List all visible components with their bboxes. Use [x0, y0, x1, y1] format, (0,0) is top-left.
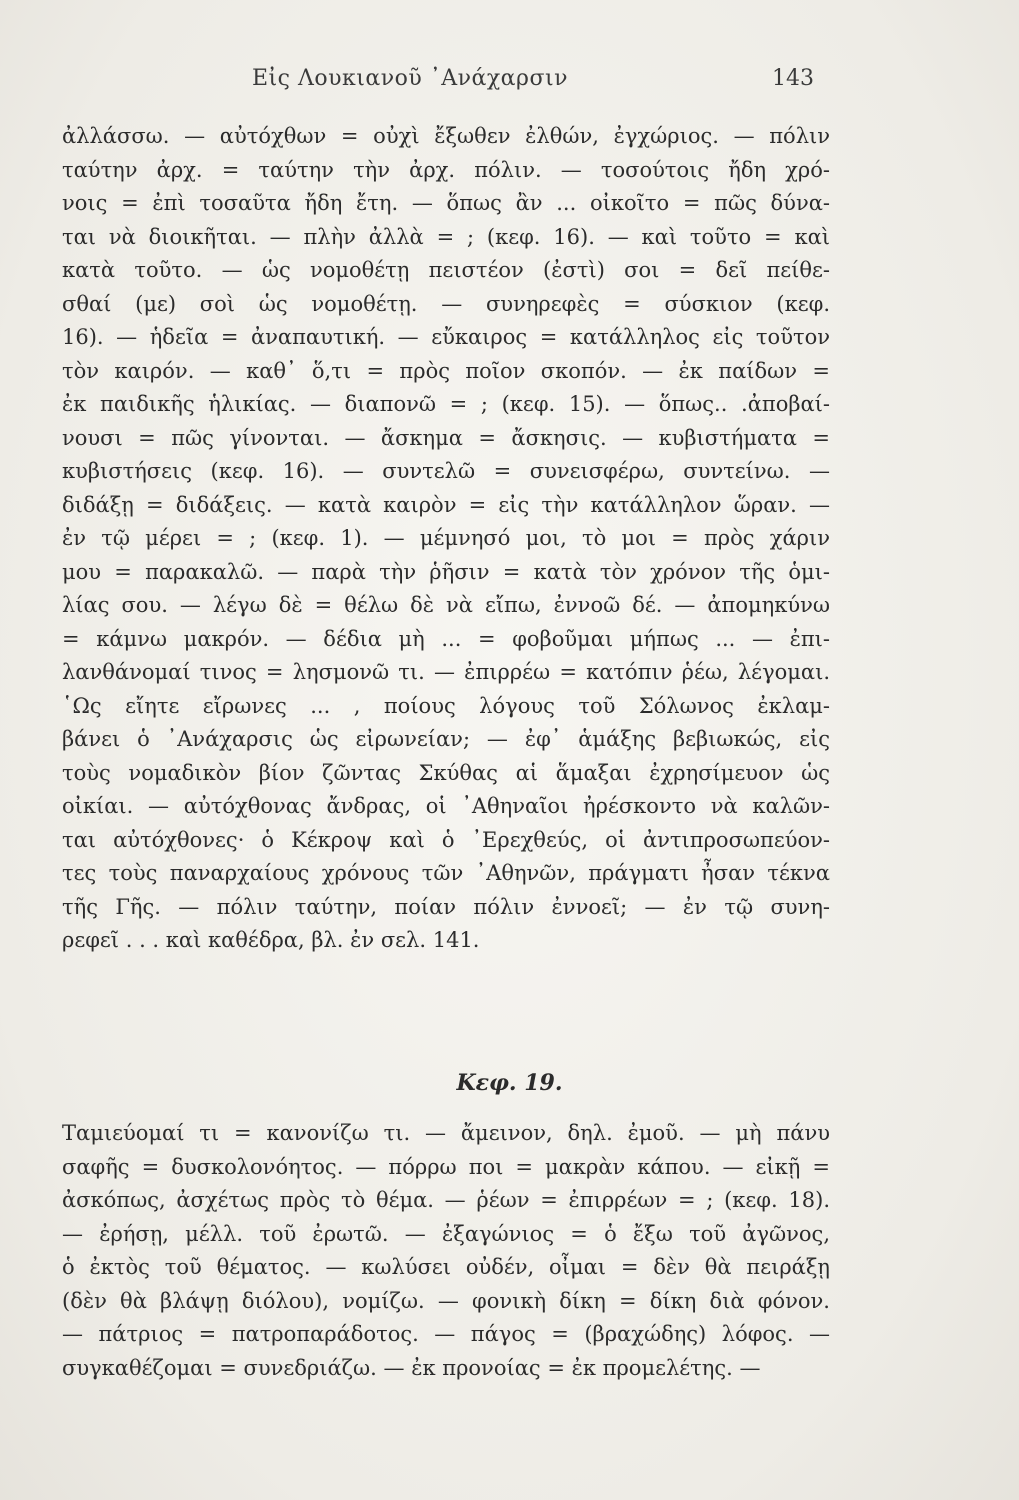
commentary-block-ch19 — [62, 1117, 830, 1385]
text-line: ἐκ παιδικῆς ἡλικίας. — διαπονῶ = ; (κεφ. 15). — ὅπως.. .ἀποβαί- — [62, 392, 830, 416]
commentary-block-ch18 — [62, 120, 830, 958]
text-line: τες τοὺς παναρχαίους χρόνους τῶν ᾿Αθηνῶν, πράγματι ἦσαν τέκνα — [62, 861, 830, 885]
text-line: τοὺς νομαδικὸν βίον ζῶντας Σκύθας αἱ ἅμαξαι ἐχρησίμευον ὡς — [62, 760, 830, 785]
text-line: μου = παρακαλῶ. — παρὰ τὴν ῥῆσιν = κατὰ τὸν χρόνον τῆς ὁμι- — [62, 559, 830, 584]
text-line: κυβιστήσεις (κεφ. 16). — συντελῶ = συνεισφέρω, συντείνω. — — [62, 459, 830, 483]
text-line: ται νὰ διοικῆται. — πλὴν ἀλλὰ = ; (κεφ. 16). — καὶ τοῦτο = καὶ — [62, 224, 830, 249]
text-line: ῾Ως εἴητε εἴρωνες ... , ποίους λόγους τοῦ Σόλωνος ἐκλαμ- — [62, 693, 830, 718]
text-line: διδάξῃ = διδάξεις. — κατὰ καιρὸν = εἰς τὴν κατάλληλον ὥραν. — — [62, 492, 830, 517]
text-line: τὸν καιρόν. — καθ᾿ ὅ,τι = πρὸς ποῖον σκοπόν. — ἐκ παίδων = — [62, 358, 830, 383]
text-line: — ἐρήσῃ, μέλλ. τοῦ ἐρωτῶ. — ἐξαγώνιος = ὁ ἔξω τοῦ ἀγῶνος, — [62, 1221, 830, 1246]
text-line: ταύτην ἀρχ. = ταύτην τὴν ἀρχ. πόλιν. — τοσούτοις ἤδη χρό- — [62, 157, 830, 182]
text-line: Ταμιεύομαί τι = κανονίζω τι. — ἄμεινον, δηλ. ἐμοῦ. — μὴ πάνυ — [62, 1121, 830, 1145]
text-line: λανθάνομαί τινος = λησμονῶ τι. — ἐπιρρέω = κατόπιν ῥέω, λέγομαι. — [62, 660, 830, 684]
text-line: σθαί (με) σοὶ ὡς νομοθέτῃ. — συνηρεφὲς = σύσκιον (κεφ. — [62, 291, 830, 316]
text-line: οἰκίαι. — αὐτόχθονας ἄνδρας, οἱ ᾿Αθηναῖοι ἠρέσκοντο νὰ καλῶν- — [62, 794, 830, 818]
text-line: νοις = ἐπὶ τοσαῦτα ἤδη ἔτη. — ὅπως ἂν ... οἰκοῖτο = πῶς δύνα- — [62, 191, 830, 215]
text-line: συγκαθέζομαι = συνεδριάζω. — ἐκ προνοίας = ἐκ προμελέτης. — — [62, 1355, 761, 1380]
text-line: ται αὐτόχθονες· ὁ Κέκροψ καὶ ὁ ᾿Ερεχθεύς, οἱ ἀντιπροσωπεύον- — [62, 827, 830, 852]
text-line: 16). — ἡδεῖα = ἀναπαυτική. — εὔκαιρος = κατάλληλος εἰς τοῦτον — [62, 325, 830, 349]
page-number: 143 — [772, 66, 814, 91]
text-line: νουσι = πῶς γίνονται. — ἄσκημα = ἄσκησις. — κυβιστήματα = — [62, 425, 830, 450]
chapter-heading: Κεφ. 19. — [456, 1070, 563, 1096]
text-line: ὁ ἐκτὸς τοῦ θέματος. — κωλύσει οὐδέν, οἶμαι = δὲν θὰ πειράξῃ — [62, 1255, 830, 1279]
text-line: ἀλλάσσω. — αὐτόχθων = οὐχὶ ἔξωθεν ἐλθών, ἐγχώριος. — πόλιν — [62, 124, 830, 148]
text-line: τῆς Γῆς. — πόλιν ταύτην, ποίαν πόλιν ἐννοεῖ; — ἐν τῷ συνη- — [62, 894, 830, 919]
text-line: ἀσκόπως, ἀσχέτως πρὸς τὸ θέμα. — ῥέων = ἐπιρρέων = ; (κεφ. 18). — [62, 1188, 830, 1212]
text-line: βάνει ὁ ᾿Ανάχαρσις ὡς εἰρωνείαν; — ἐφ᾿ ἁμάξης βεβιωκώς, εἰς — [62, 727, 830, 751]
text-line: (δὲν θὰ βλάψῃ διόλου), νομίζω. — φονικὴ δίκη = δίκη διὰ φόνον. — [62, 1288, 830, 1313]
text-line: σαφῆς = δυσκολονόητος. — πόρρω ποι = μακρὰν κάπου. — εἰκῇ = — [62, 1154, 830, 1179]
running-title: Εἰς Λουκιανοῦ ᾿Ανάχαρσιν — [252, 66, 568, 91]
text-line: ρεφεῖ . . . καὶ καθέδρα, βλ. ἐν σελ. 141. — [62, 928, 480, 952]
text-line: = κάμνω μακρόν. — δέδια μὴ ... = φοβοῦμαι μήπως ... — ἐπι- — [62, 626, 830, 651]
text-line: λίας σου. — λέγω δὲ = θέλω δὲ νὰ εἴπω, ἐννοῶ δέ. — ἀπομηκύνω — [62, 593, 830, 617]
page-header — [0, 62, 1019, 102]
text-line: ἐν τῷ μέρει = ; (κεφ. 1). — μέμνησό μοι, τὸ μοι = πρὸς χάριν — [62, 526, 830, 550]
text-line: κατὰ τοῦτο. — ὡς νομοθέτῃ πειστέον (ἐστὶ) σοι = δεῖ πείθε- — [62, 258, 830, 282]
text-line: — πάτριος = πατροπαράδοτος. — πάγος = (βραχώδης) λόφος. — — [62, 1322, 830, 1346]
